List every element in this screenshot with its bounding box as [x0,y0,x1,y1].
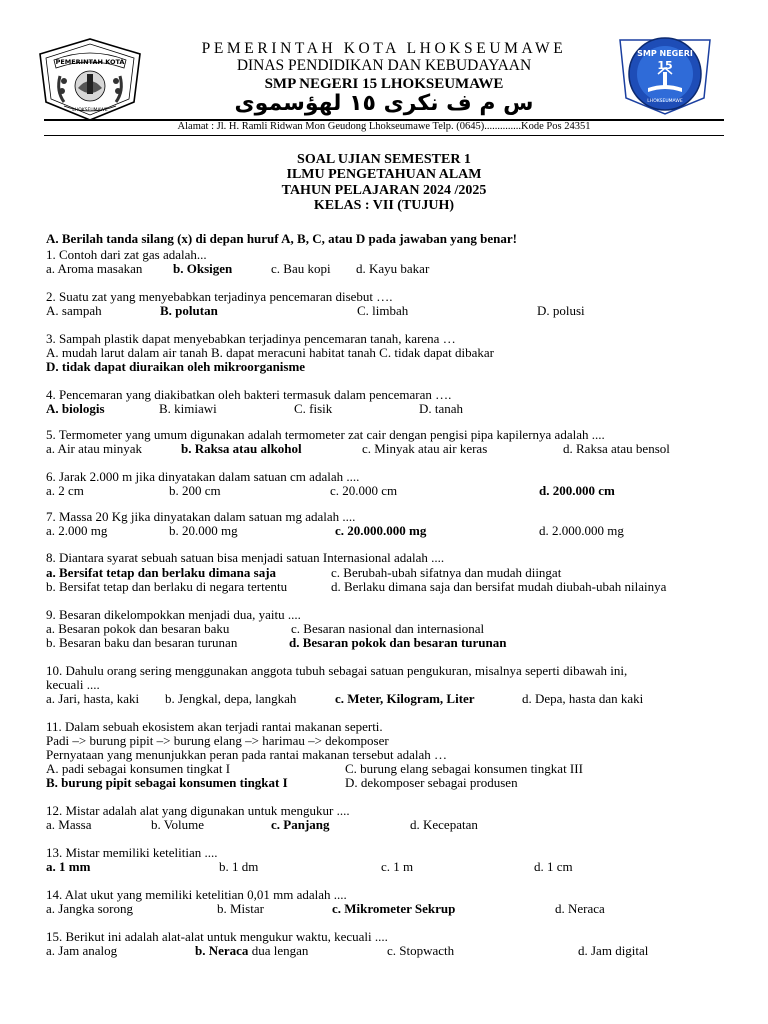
option-b[interactable] [195,944,308,958]
option-d[interactable]: d. Kecepatan [410,817,478,832]
question-stem: 6. Jarak 2.000 m jika dinyatakan dalam satuan cm adalah .... [46,469,360,484]
option-b-suffix: dua lengan [248,943,309,958]
question-stem: 7. Massa 20 Kg jika dinyatakan dalam satuan mg adalah .... [46,509,356,524]
option-d[interactable]: D. tanah [419,401,464,416]
header-department: DINAS PENDIDIKAN DAN KEBUDAYAAN [236,57,532,74]
option-a[interactable]: a. Massa [46,817,92,832]
option-b[interactable]: b. 20.000 mg [169,523,238,538]
option-a[interactable]: a. Besaran pokok dan besaran baku [46,621,230,636]
option-c[interactable]: c. Berubah-ubah sifatnya dan mudah diingat [331,565,562,580]
option-c[interactable]: C. burung elang sebagai konsumen tingkat III [345,761,583,776]
option-d[interactable]: d. Depa, hasta dan kaki [522,691,644,706]
option-d[interactable]: d. Kayu bakar [356,261,430,276]
svg-text:PEMERINTAH KOTA: PEMERINTAH KOTA [55,58,125,66]
option-b[interactable]: b. Raksa atau alkohol [181,441,302,456]
option-b[interactable]: B. burung pipit sebagai konsumen tingkat I [46,775,288,790]
question-stem: 9. Besaran dikelompokkan menjadi dua, yaitu .... [46,607,301,622]
svg-text:LHOKSEUMAWE: LHOKSEUMAWE [647,99,683,104]
exam-title: SOAL UJIAN SEMESTER 1 [297,152,471,167]
option-b[interactable]: B. polutan [160,303,218,318]
option-b[interactable]: b. Jengkal, depa, langkah [165,691,297,706]
option-a[interactable]: a. 2 cm [46,483,84,498]
header-divider-thin [44,135,724,136]
option-d[interactable]: d. Jam digital [578,943,649,958]
question-stem-continued: kecuali .... [46,677,100,692]
option-b[interactable]: b. 200 cm [169,483,221,498]
option-b[interactable]: B. kimiawi [159,401,217,416]
option-d[interactable]: D. polusi [537,303,585,318]
option-a[interactable]: a. 2.000 mg [46,523,108,538]
food-chain: Padi –> burung pipit –> burung elang –> harimau –> dekomposer [46,733,389,748]
question-stem-continued: Pernyataan yang menunjukkan peran pada rantai makanan tersebut adalah … [46,747,448,762]
option-c[interactable]: C. fisik [294,401,333,416]
option-c[interactable]: c. Panjang [271,817,330,832]
option-b[interactable]: b. Bersifat tetap dan berlaku di negara tertentu [46,579,288,594]
question-stem: 8. Diantara syarat sebuah satuan bisa menjadi satuan Internasional adalah .... [46,550,445,565]
option-c[interactable]: c. 20.000.000 mg [335,523,427,538]
option-b[interactable]: b. Volume [151,817,204,832]
svg-text:15: 15 [657,59,673,72]
option-b[interactable]: b. 1 dm [219,859,259,874]
option-a[interactable]: a. Jangka sorong [46,901,134,916]
option-d[interactable]: d. Besaran pokok dan besaran turunan [289,635,507,650]
option-d[interactable]: D. dekomposer sebagai produsen [345,775,518,790]
option-c[interactable]: c. Mikrometer Sekrup [332,901,456,916]
option-d[interactable]: D. tidak dapat diuraikan oleh mikroorganisme [46,359,306,374]
school-emblem [612,32,718,116]
option-c[interactable]: c. Stopwacth [387,943,455,958]
option-c[interactable]: c. 20.000 cm [330,483,398,498]
question-stem: 10. Dahulu orang sering menggunakan anggota tubuh sebagai satuan pengukuran, misalnya seperti dibawah ini, [46,663,628,678]
svg-text:SMP NEGERI: SMP NEGERI [637,49,693,58]
question-stem: 3. Sampah plastik dapat menyebabkan terjadinya pencemaran tanah, karena … [46,331,456,346]
option-d[interactable]: d. 2.000.000 mg [539,523,624,538]
question-stem: 4. Pencemaran yang diakibatkan oleh bakteri termasuk dalam pencemaran …. [46,387,452,402]
option-c[interactable]: c. Meter, Kilogram, Liter [335,691,475,706]
question-stem: 14. Alat ukut yang memiliki ketelitian 0,01 mm adalah .... [46,887,347,902]
instruction: A. Berilah tanda silang (x) di depan huruf A, B, C, atau D pada jawaban yang benar! [46,231,517,246]
question-stem: 5. Termometer yang umum digunakan adalah termometer zat cair dengan pengisi pipa kapilernya adalah .... [46,427,605,442]
school-address: Alamat : Jl. H. Ramli Ridwan Mon Geudong Lhokseumawe Telp. (0645)..............Kode Pos 24351 [177,121,591,132]
svg-text:LHOKSEUMAWE: LHOKSEUMAWE [72,108,108,113]
exam-year: TAHUN PELAJARAN 2024 /2025 [281,183,487,198]
option-b-answer: b. Neraca [195,943,249,958]
option-c[interactable]: c. Bau kopi [271,261,331,276]
header-government: PEMERINTAH KOTA LHOKSEUMAWE [201,40,567,57]
option-a[interactable]: a. Jam analog [46,943,118,958]
option-a[interactable]: a. Jari, hasta, kaki [46,691,140,706]
option-a[interactable]: A. biologis [46,401,105,416]
option-a[interactable]: A. sampah [46,303,102,318]
option-c[interactable]: c. Besaran nasional dan internasional [291,621,485,636]
option-c[interactable]: c. Minyak atau air keras [362,441,488,456]
option-c[interactable]: C. limbah [357,303,409,318]
option-a[interactable]: a. Air atau minyak [46,441,143,456]
option-b[interactable]: b. Besaran baku dan besaran turunan [46,635,238,650]
options-a-b-c[interactable]: A. mudah larut dalam air tanah B. dapat meracuni habitat tanah C. tidak dapat dibakar [46,345,494,360]
option-d[interactable]: d. 1 cm [534,859,573,874]
option-a[interactable]: a. 1 mm [46,859,91,874]
question-stem: 11. Dalam sebuah ekosistem akan terjadi rantai makanan seperti. [46,719,383,734]
option-a[interactable]: a. Aroma masakan [46,261,143,276]
question-stem: 2. Suatu zat yang menyebabkan terjadinya pencemaran disebut …. [46,289,393,304]
option-b[interactable]: b. Oksigen [173,261,233,276]
option-a[interactable]: a. Bersifat tetap dan berlaku dimana saja [46,565,277,580]
option-a[interactable]: A. padi sebagai konsumen tingkat I [46,761,231,776]
option-d[interactable]: d. Neraca [555,901,605,916]
option-d[interactable]: d. Berlaku dimana saja dan bersifat mudah diubah-ubah nilainya [331,579,667,594]
option-d[interactable]: d. Raksa atau bensol [563,441,670,456]
option-d[interactable]: d. 200.000 cm [539,483,615,498]
city-government-emblem [34,36,146,122]
header-school-jawi: س م ف نکرى ١٥ لهؤسموى [234,91,534,116]
exam-class: KELAS : VII (TUJUH) [313,198,455,213]
question-stem: 15. Berikut ini adalah alat-alat untuk mengukur waktu, kecuali .... [46,929,388,944]
header-school: SMP NEGERI 15 LHOKSEUMAWE [264,76,504,92]
question-stem: 13. Mistar memiliki ketelitian .... [46,845,218,860]
option-c[interactable]: c. 1 m [381,859,414,874]
option-b[interactable]: b. Mistar [217,901,264,916]
question-stem: 1. Contoh dari zat gas adalah... [46,247,207,262]
exam-subject: ILMU PENGETAHUAN ALAM [286,167,482,182]
question-stem: 12. Mistar adalah alat yang digunakan untuk mengukur .... [46,803,350,818]
